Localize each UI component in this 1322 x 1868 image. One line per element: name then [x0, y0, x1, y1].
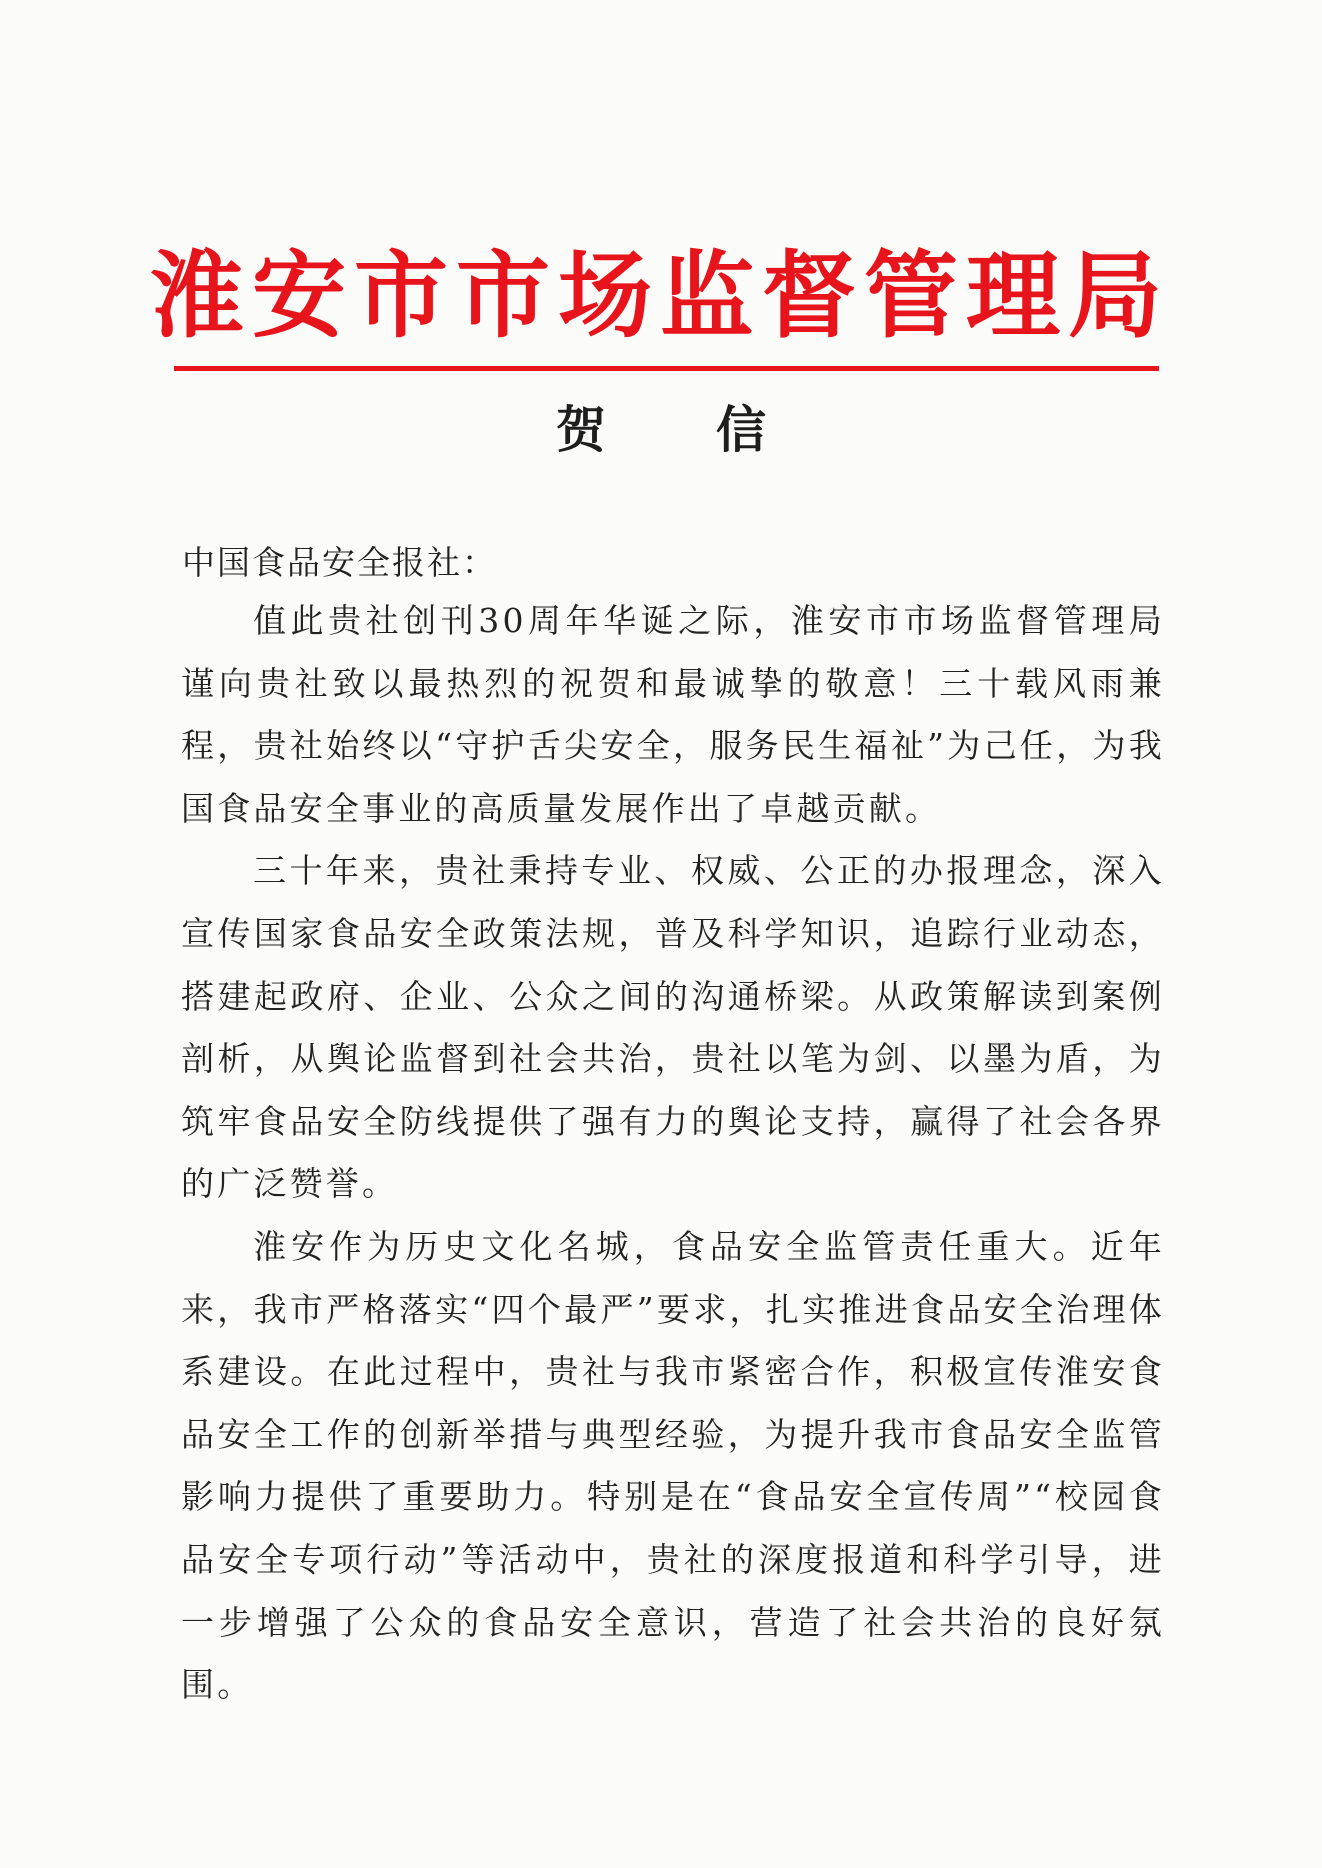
letter-body: [181, 590, 1165, 1717]
issuing-organization-header: 淮安市市场监督管理局: [150, 241, 1171, 351]
salutation: 中国食品安全报社：: [182, 543, 497, 582]
red-divider-line: [174, 366, 1159, 371]
body-paragraph: 三十年来，贵社秉持专业、权威、公正的办报理念，深入宣传国家食品安全政策法规，普及科学知识，追踪行业动态，搭建起政府、企业、公众之间的沟通桥梁。从政策解读到案例剖析，从舆论监督到社会共治，贵社以笔为剑、以墨为盾，为筑牢食品安全防线提供了强有力的舆论支持，赢得了社会各界的广泛赞誉。: [181, 851, 1165, 1204]
document-title: 贺 信: [556, 400, 796, 459]
body-paragraph: 值此贵社创刊30周年华诞之际，淮安市市场监督管理局谨向贵社致以最热烈的祝贺和最诚挚的敬意！三十载风雨兼程，贵社始终以“守护舌尖安全，服务民生福祉”为己任，为我国食品安全事业的高质量发展作出了卓越贡献。: [181, 601, 1165, 828]
body-paragraph: 淮安作为历史文化名城，食品安全监管责任重大。近年来，我市严格落实“四个最严”要求，扎实推进食品安全治理体系建设。在此过程中，贵社与我市紧密合作，积极宣传淮安食品安全工作的创新举措与典型经验，为提升我市食品安全监管影响力提供了重要助力。特别是在“食品安全宣传周”“校园食品安全专项行动”等活动中，贵社的深度报道和科学引导，进一步增强了公众的食品安全意识，营造了社会共治的良好氛围。: [181, 1226, 1165, 1705]
